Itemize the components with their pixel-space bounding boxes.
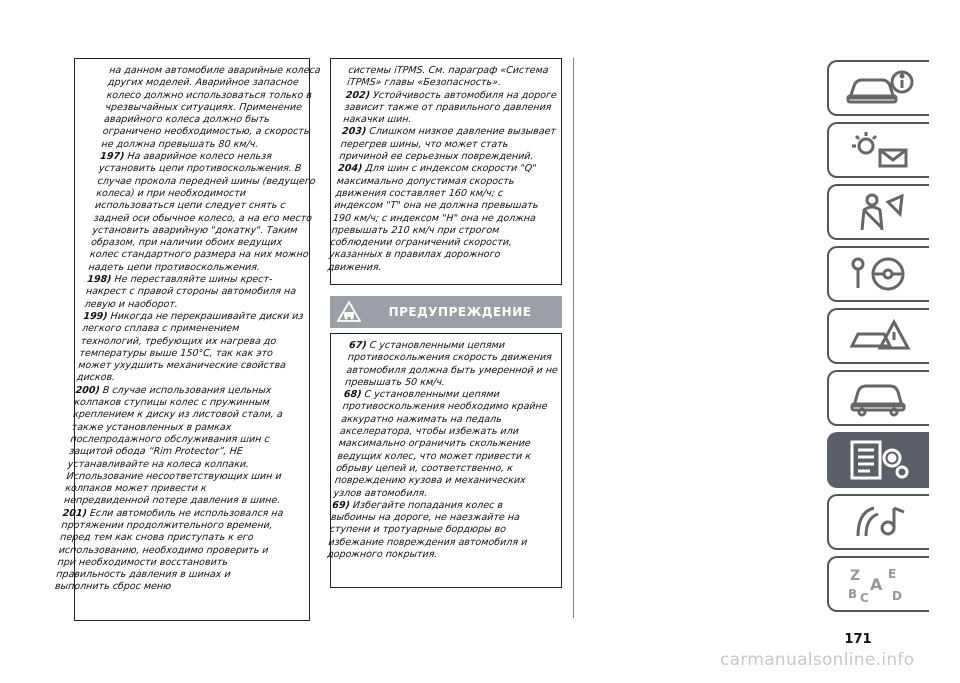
seat-belt-icon — [844, 192, 914, 232]
paragraph-197: 197) На аварийное колесо нельзя установить цепи противоскольжения. В случае прокола передней шины (ведущего колеса) и при необходимости использоваться цепи следует снять с задней оси обычное колесо, а на его место установить аварийную "докатку". Таким образом, при наличии обоих ведущих колес стандартного размера на них можно надеть цепи противоскольжения. — [87, 151, 317, 273]
note-number: 197) — [99, 151, 125, 163]
paragraph-69: 69) Избегайте попадания колес в выбоины на дороге, не наезжайте на ступени и тротуарные бордюры во избежание повреждения автомобиля и дорожного покрытия. — [326, 499, 528, 561]
note-number: 200) — [75, 384, 101, 396]
note-number: 203) — [341, 126, 367, 138]
tab-safety[interactable] — [827, 184, 929, 240]
note-number: 201) — [62, 507, 88, 519]
paragraph-203: 203) Слишком низкое давление вызывает перегрев шины, что может стать причиной ее серьезных повреждений. — [338, 126, 557, 163]
warning-banner — [330, 296, 562, 328]
tab-multimedia[interactable] — [827, 494, 929, 550]
note-number: 198) — [86, 274, 113, 286]
right-text-column — [327, 58, 562, 285]
paragraph-200: 200) В случае использования цельных колпаков ступицы колес с пружинным креплением к диску из листовой стали, а также установленных в рамках послепродажного обслуживания шин с защитой обода “Rim Protector”, НЕ устанавливайте на колеса колпаки. Использование несоответствующих шин и колпаков может привести к непредвиденной потере давления в шине. — [63, 384, 284, 507]
paragraph-198: 198) Не переставляйте шины крест-накрест с правой стороны автомобиля на левую и наоборот. — [84, 274, 297, 310]
svg-text:Z: Z — [850, 568, 861, 584]
svg-text:E: E — [888, 567, 897, 581]
left-text — [54, 65, 331, 594]
car-info-icon — [844, 68, 914, 108]
svg-text:C: C — [860, 591, 869, 604]
tab-car-info[interactable] — [827, 60, 929, 116]
note-number: 204) — [337, 163, 363, 175]
alphabet-index-icon — [844, 564, 914, 604]
note-number: 199) — [82, 310, 109, 322]
note-number: 69) — [331, 499, 351, 511]
right-text — [327, 65, 566, 274]
tab-technical-data[interactable] — [827, 432, 929, 488]
paragraph-67: 67) С установленными цепями противоскольжения скорость движения автомобиля должна быть умеренной и не превышать 50 км/ч. — [344, 340, 559, 388]
column-divider — [573, 58, 574, 618]
svg-text:B: B — [848, 587, 858, 601]
tab-maintenance[interactable] — [827, 370, 929, 426]
note-number: 202) — [345, 89, 371, 101]
document-gear-icon — [844, 440, 914, 480]
note-number: 67) — [348, 340, 368, 351]
media-phone-icon — [844, 502, 914, 542]
note-number: 68) — [343, 389, 363, 401]
svg-text:A: A — [870, 575, 883, 594]
warning-lights-icon — [844, 130, 914, 170]
paragraph-itpms: системы iTPMS. См. параграф «Система iTPMS» главы «Безопасность». — [346, 65, 550, 89]
paragraph-202: 202) Устойчивость автомобиля на дороге зависит также от правильного давления накачки шин. — [342, 89, 558, 126]
car-service-icon — [844, 378, 914, 418]
left-text-column — [54, 58, 322, 621]
page-number: 171 — [844, 632, 872, 647]
tab-index[interactable] — [827, 556, 929, 612]
watermark: carmanualsonline.info — [720, 650, 915, 670]
tab-emergency[interactable] — [827, 308, 929, 364]
warning-car-icon — [330, 296, 368, 328]
tab-starting-driving[interactable] — [827, 246, 929, 302]
paragraph-201: 201) Если автомобиль не использовался на протяжении продолжительного времени, перед тем как снова приступать к его использованию, необходимо проверить и при необходимости восстановить правильность давления в шинах и выполнить сброс меню — [54, 507, 284, 593]
warning-text — [326, 340, 566, 561]
warning-title: ПРЕДУПРЕЖДЕНИЕ — [388, 305, 532, 319]
steering-key-icon — [844, 254, 914, 294]
svg-text:D: D — [892, 589, 902, 603]
paragraph-68: 68) С установленными цепями противоскольжения необходимо крайне аккуратно нажимать на педаль акселератора, чтобы избежать или максимально ограничить скольжение ведущих колес, что может привести к обрыву цепей и, соответственно, к повреждению кузова и механических узлов автомобиля. — [332, 389, 549, 499]
warning-text-box — [326, 333, 562, 588]
tab-warning-lights[interactable] — [827, 122, 929, 178]
road-warning-icon — [844, 316, 914, 356]
paragraph-intro: на данном автомобиле аварийные колеса других моделей. Аварийное запасное колесо должно использоваться только в чрезвычайных ситуациях. Применение аварийного колеса должно быть ограничено необходимостью, а скорость не должна превышать 80 км/ч. — [100, 65, 322, 150]
paragraph-199: 199) Никогда не перекрашивайте диски из легкого сплава с применением технологий, требующих их нагрева до температуры выше 150°C, так как это может ухудшить механические свойства дисков. — [76, 310, 305, 384]
paragraph-204: 204) Для шин с индексом скорости "Q" максимально допустимая скорость движения составляет 160 км/ч; с индексом "T" она не должна превышать 190 км/ч; с индексом "H" она не должна превышать 210 км/ч при строгом соблюдении ограничений скорости, указанных в правилах дорожного движения. — [327, 163, 539, 273]
